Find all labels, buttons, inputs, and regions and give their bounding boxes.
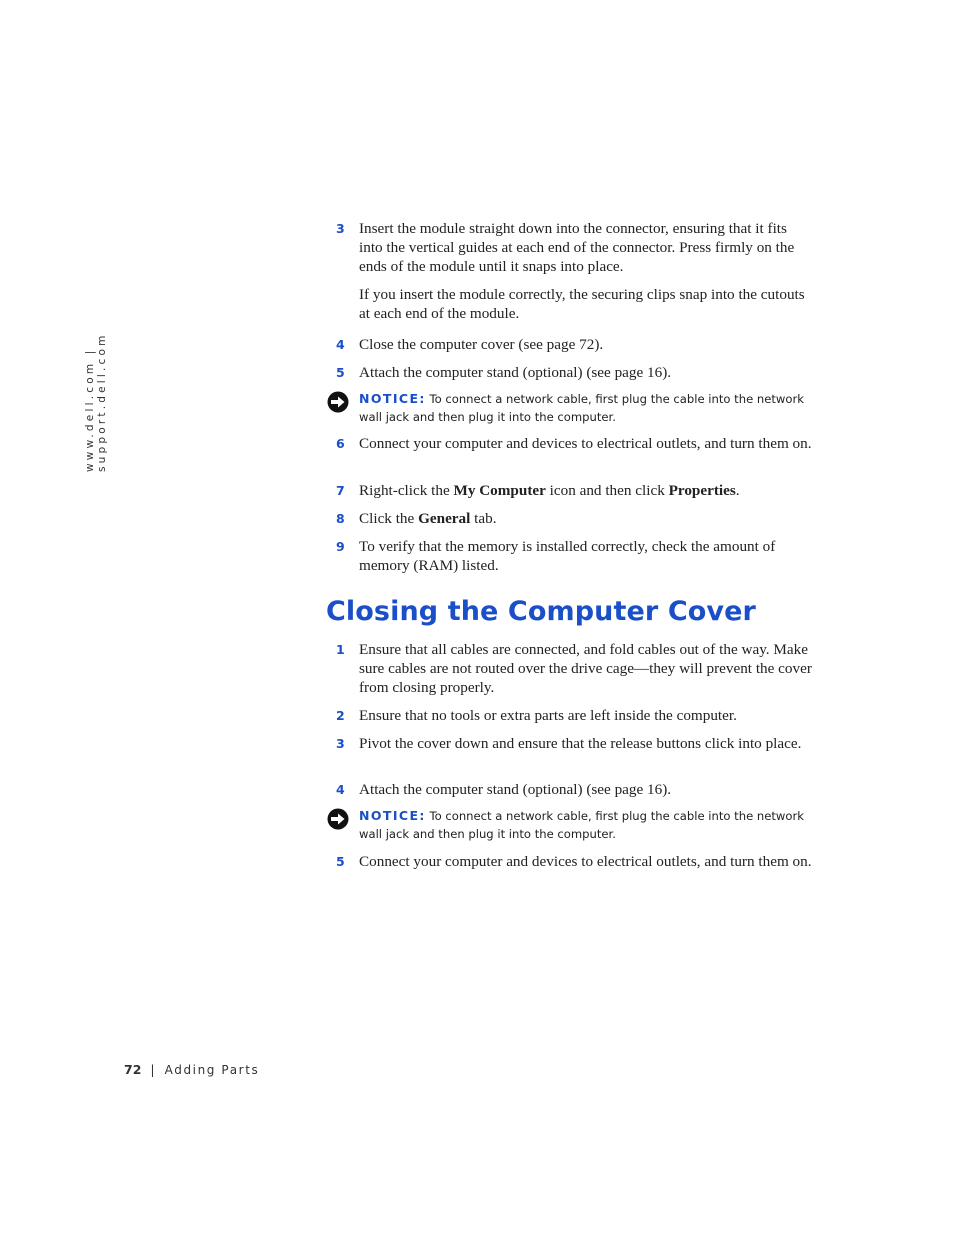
step-text: To verify that the memory is installed correctly, check the amount of memory (RAM) listed. [359, 538, 776, 574]
step-a-3-note: If you insert the module correctly, the securing clips snap into the cutouts at each end of the module. [359, 286, 805, 322]
text-run: icon and then click [545, 482, 669, 499]
step-text [359, 481, 814, 500]
notice-text: To connect a network cable, first plug the cable into the network wall jack and then plug it into the computer. [359, 392, 804, 424]
step-text: Attach the computer stand (optional) (see page 16). [359, 781, 672, 798]
notice-label: NOTICE: [359, 391, 426, 406]
step-text: Pivot the cover down and ensure that the release buttons click into place. [359, 735, 802, 752]
step-number: 4 [336, 782, 345, 797]
notice-arrow-icon [327, 808, 349, 830]
step-number: 8 [336, 511, 345, 526]
notice-label: NOTICE: [359, 808, 426, 823]
step-text: Attach the computer stand (optional) (see page 16). [359, 364, 672, 381]
text-run: . [735, 482, 740, 499]
notice-text-block [359, 390, 814, 426]
bold-term-properties: Properties [668, 482, 736, 499]
notice-arrow-icon [327, 391, 349, 413]
step-number: 6 [336, 436, 345, 451]
step-text: Connect your computer and devices to electrical outlets, and turn them on. [359, 435, 812, 452]
step-number: 3 [336, 736, 345, 751]
step-text: Ensure that all cables are connected, and fold cables out of the way. Make sure cables are not routed over the drive cage—they will prevent the cover from closing properly. [359, 641, 812, 696]
text-run: tab. [470, 510, 497, 527]
section-name: Adding Parts [164, 1063, 260, 1077]
step-number: 2 [336, 708, 345, 723]
step-number: 1 [336, 642, 345, 657]
notice-text-block [359, 807, 814, 843]
section-heading: Closing the Computer Cover [326, 596, 756, 627]
page-footer [124, 1062, 259, 1077]
text-run: Right-click the [359, 482, 454, 499]
footer-separator: | [150, 1062, 155, 1077]
step-text: Connect your computer and devices to electrical outlets, and turn them on. [359, 853, 812, 870]
step-number: 3 [336, 221, 345, 236]
step-number: 4 [336, 337, 345, 352]
step-number: 5 [336, 365, 345, 380]
step-text: Close the computer cover (see page 72). [359, 336, 604, 353]
bold-term-my-computer: My Computer [453, 482, 546, 499]
step-text: Insert the module straight down into the connector, ensuring that it fits into the vertical guides at each end of the connector. Press firmly on the ends of the module until it snaps into place. [359, 220, 795, 275]
bold-term-general: General [418, 510, 471, 527]
side-url: www.dell.com | support.dell.com [84, 332, 108, 472]
step-number: 9 [336, 539, 345, 554]
step-number: 7 [336, 483, 345, 498]
text-run: Click the [359, 510, 419, 527]
notice-text: To connect a network cable, first plug the cable into the network wall jack and then plug it into the computer. [359, 809, 804, 841]
step-text: Ensure that no tools or extra parts are left inside the computer. [359, 707, 737, 724]
step-number: 5 [336, 854, 345, 869]
step-text [359, 509, 814, 528]
page-number: 72 [124, 1062, 142, 1077]
